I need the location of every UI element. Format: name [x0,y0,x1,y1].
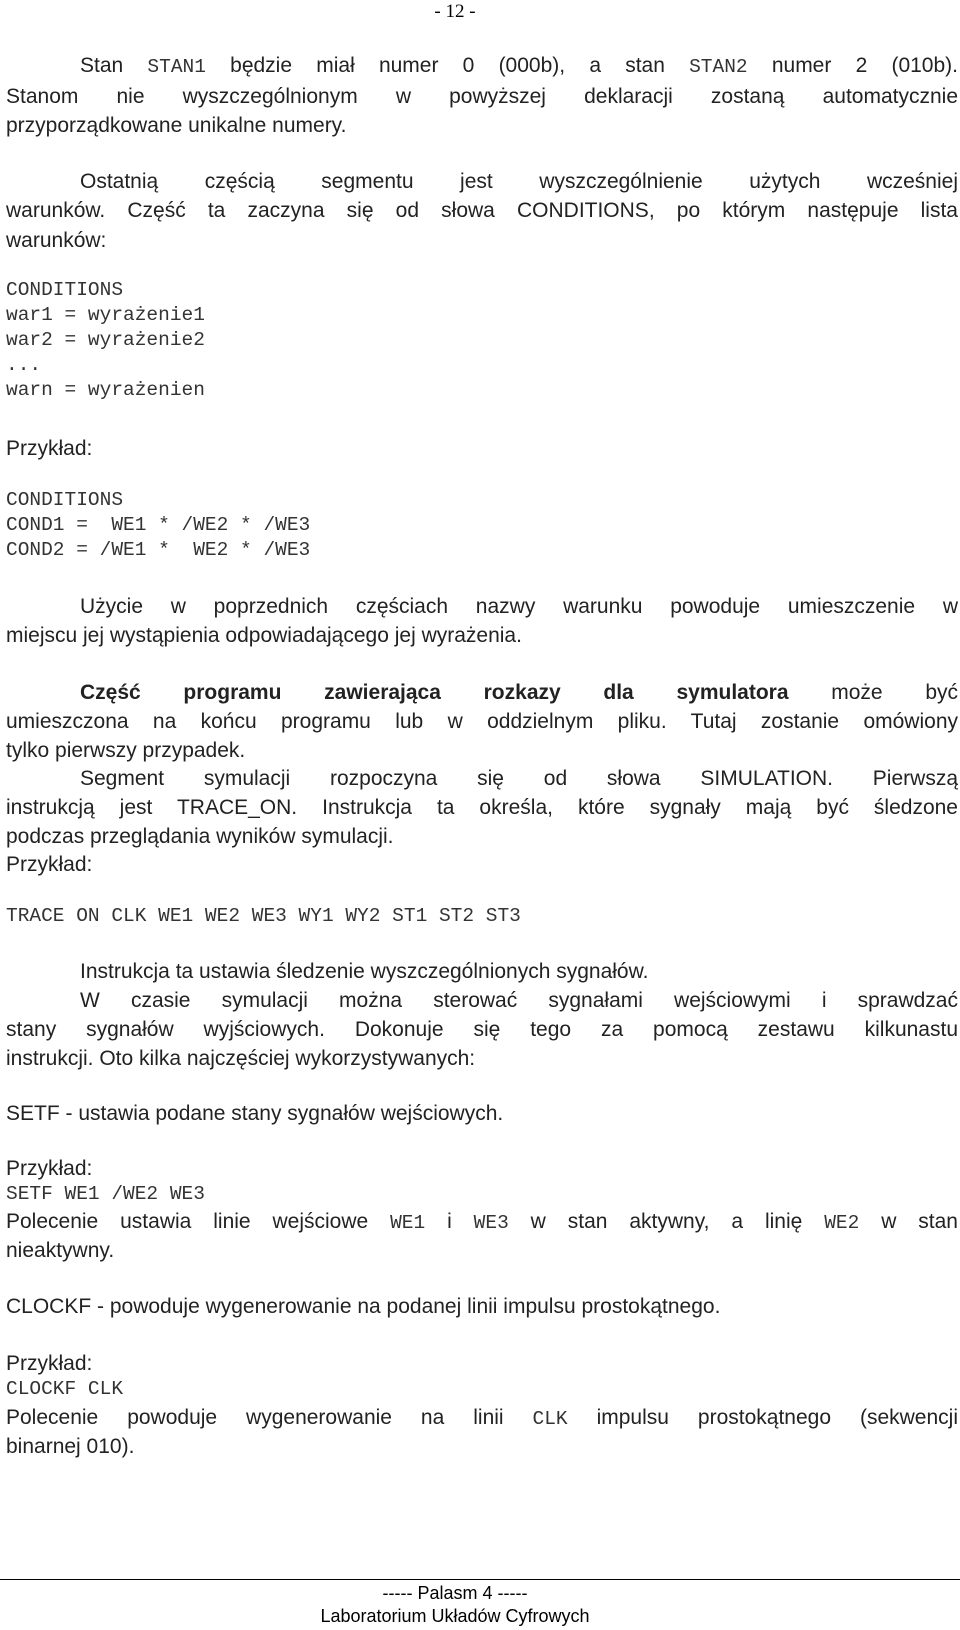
code-line: CLOCKF CLK [6,1378,124,1400]
paragraph-2-line-1: Ostatnią częścią segmentu jest wyszczególnienie użytych wcześniej [80,170,958,193]
example-label: Przykład: [6,1157,93,1180]
paragraph-1-line-1: Stan STAN1 będzie miał numer 0 (000b), a stan STAN2 numer 2 (010b). [80,54,958,78]
clockf-explanation-line-2: binarnej 010). [6,1435,135,1458]
code-line: COND2 = /WE1 * WE2 * /WE3 [6,539,311,561]
example-label: Przykład: [6,1352,93,1375]
paragraph-4-line-2: umieszczona na końcu programu lub w oddzielnym pliku. Tutaj zostanie omówiony [6,710,958,733]
paragraph-3-line-2: miejscu jej wystąpienia odpowiadającego jej wyrażenia. [6,624,522,647]
inline-code-clk: CLK [532,1408,568,1430]
inline-code-we3: WE3 [473,1212,509,1234]
paragraph-4-line-1: Część programu zawierająca rozkazy dla symulatora może być [80,681,958,704]
setf-explanation-line-2: nieaktywny. [6,1239,115,1262]
paragraph-7-line-2: stany sygnałów wyjściowych. Dokonuje się tego za pomocą zestawu kilkunastu [6,1018,958,1041]
code-line: war1 = wyrażenie1 [6,304,205,326]
inline-code-we1: WE1 [390,1212,426,1234]
paragraph-3-line-1: Użycie w poprzednich częściach nazwy warunku powoduje umieszczenie w [80,595,958,618]
paragraph-1-line-3: przyporządkowane unikalne numery. [6,114,347,137]
example-label: Przykład: [6,437,93,460]
bold-phrase: Część programu zawierająca rozkazy dla symulatora [80,681,789,704]
setf-explanation-line-1: Polecenie ustawia linie wejściowe WE1 i WE3 w stan aktywny, a linię WE2 w stan [6,1210,958,1234]
code-line: CONDITIONS [6,489,124,511]
inline-code-stan1: STAN1 [147,56,206,78]
footer-title: ----- Palasm 4 ----- [382,1583,528,1603]
code-line: warn = wyrażenien [6,379,205,401]
paragraph-5-line-1: Segment symulacji rozpoczyna się od słowa SIMULATION. Pierwszą [80,767,958,790]
code-line: TRACE ON CLK WE1 WE2 WE3 WY1 WY2 ST1 ST2 ST3 [6,905,521,927]
setf-description: SETF - ustawia podane stany sygnałów wejściowych. [6,1102,504,1125]
footer-rule [0,1579,960,1580]
paragraph-5-line-3: podczas przeglądania wyników symulacji. [6,825,394,848]
footer-subtitle: Laboratorium Układów Cyfrowych [320,1606,590,1626]
paragraph-5-line-2: instrukcją jest TRACE_ON. Instrukcja ta określa, które sygnały mają być śledzone [6,796,958,819]
code-line: COND1 = WE1 * /WE2 * /WE3 [6,514,311,536]
paragraph-7-line-3: instrukcji. Oto kilka najczęściej wykorzystywanych: [6,1047,476,1070]
inline-code-stan2: STAN2 [689,56,748,78]
paragraph-2-line-2: warunków. Część ta zaczyna się od słowa CONDITIONS, po którym następuje lista [6,199,958,222]
example-label: Przykład: [6,853,93,876]
code-line: CONDITIONS [6,279,124,301]
paragraph-1-line-2: Stanom nie wyszczególnionym w powyższej deklaracji zostaną automatycznie [6,85,958,108]
code-line: war2 = wyrażenie2 [6,329,205,351]
paragraph-7-line-1: W czasie symulacji można sterować sygnałami wejściowymi i sprawdzać [80,989,958,1012]
paragraph-6-line-1: Instrukcja ta ustawia śledzenie wyszczególnionych sygnałów. [80,960,649,983]
clockf-description: CLOCKF - powoduje wygenerowanie na podanej linii impulsu prostokątnego. [6,1295,721,1318]
paragraph-2-line-3: warunków: [6,229,107,252]
code-line: ... [6,354,42,376]
page-number: - 12 - [434,1,476,22]
clockf-explanation-line-1: Polecenie powoduje wygenerowanie na linii CLK impulsu prostokątnego (sekwencji [6,1406,958,1430]
inline-code-we2: WE2 [824,1212,860,1234]
paragraph-4-line-3: tylko pierwszy przypadek. [6,739,246,762]
code-line: SETF WE1 /WE2 WE3 [6,1183,205,1205]
